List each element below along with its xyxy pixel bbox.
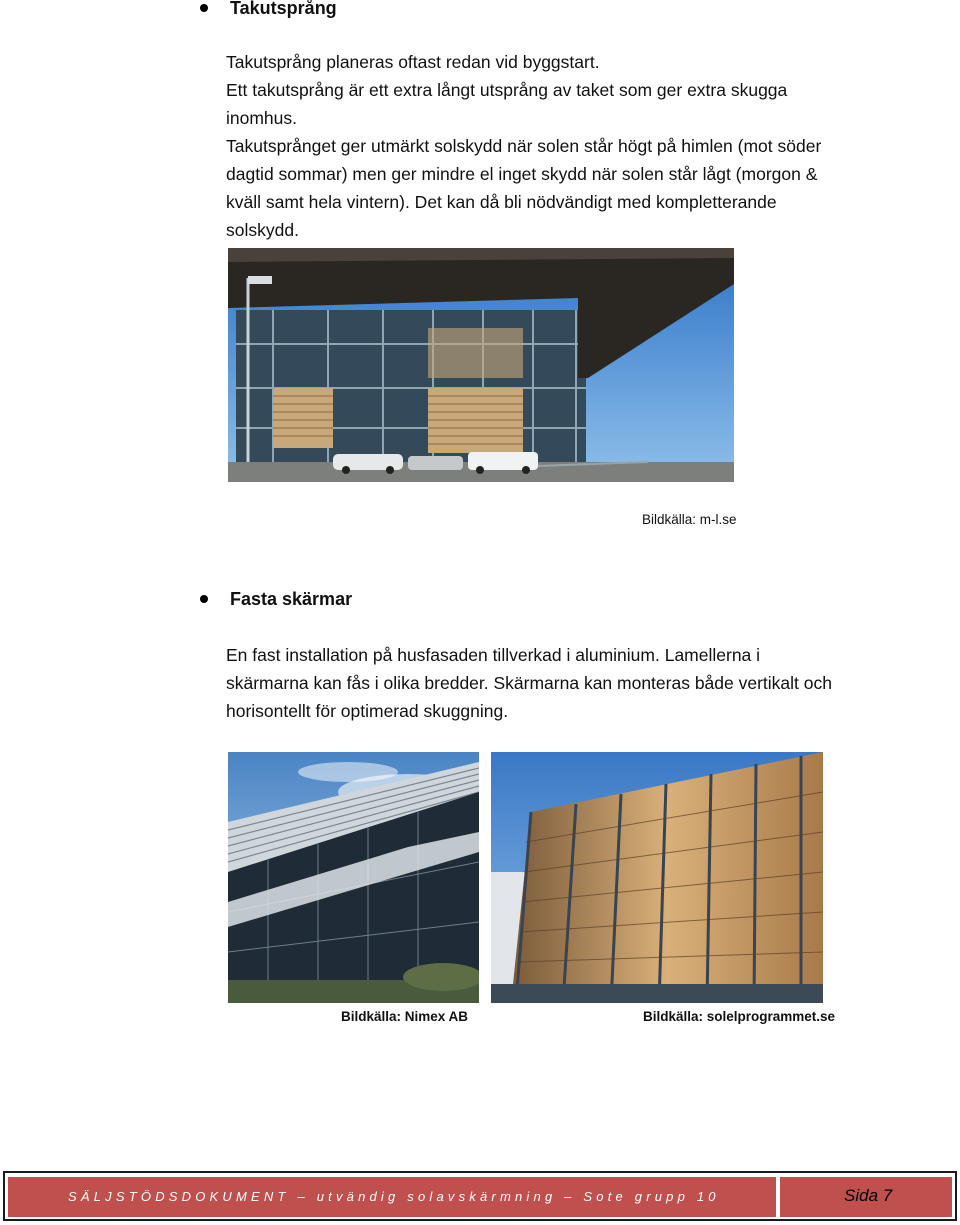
paragraph-line: Takutsprång planeras oftast redan vid byggstart. — [226, 52, 600, 72]
paragraph-line: horisontellt för optimerad skuggning. — [226, 701, 509, 721]
section-heading-fasta-skarmar: Fasta skärmar — [230, 589, 353, 609]
photo-vertical-lamellae — [491, 752, 823, 1003]
footer-title: SÄLJSTÖDSDOKUMENT – utvändig solavskärmning – Sote grupp 10 — [8, 1177, 776, 1217]
photo-caption: Bildkälla: m-l.se — [642, 512, 737, 527]
paragraph-line: solskydd. — [226, 220, 299, 240]
photo-caption: Bildkälla: solelprogrammet.se — [643, 1009, 836, 1024]
photo-roof-overhang — [228, 248, 734, 482]
bullet-icon — [200, 4, 208, 12]
paragraph-line: dagtid sommar) men ger mindre el inget skydd när solen står lågt (morgon & — [226, 164, 818, 184]
paragraph-line: skärmarna kan fås i olika bredder. Skärmarna kan monteras både vertikalt och — [226, 673, 832, 693]
section-paragraph-takutsprang — [226, 48, 821, 244]
footer-page-number: Sida 7 — [780, 1177, 952, 1217]
photo-caption: Bildkälla: Nimex AB — [341, 1009, 469, 1024]
photo-nimex-building — [228, 752, 479, 1003]
paragraph-line: kväll samt hela vintern). Det kan då bli nödvändigt med kompletterande — [226, 192, 777, 212]
paragraph-line: Takutsprånget ger utmärkt solskydd när solen står högt på himlen (mot söder — [226, 136, 822, 156]
section-paragraph-fasta-skarmar — [226, 641, 832, 725]
paragraph-line: Ett takutsprång är ett extra långt utsprång av taket som ger extra skugga — [226, 80, 788, 100]
section-heading-takutsprang: Takutsprång — [230, 0, 337, 18]
paragraph-line: inomhus. — [226, 108, 298, 128]
paragraph-line: En fast installation på husfasaden tillverkad i aluminium. Lamellerna i — [226, 645, 761, 665]
bullet-icon — [200, 595, 208, 603]
